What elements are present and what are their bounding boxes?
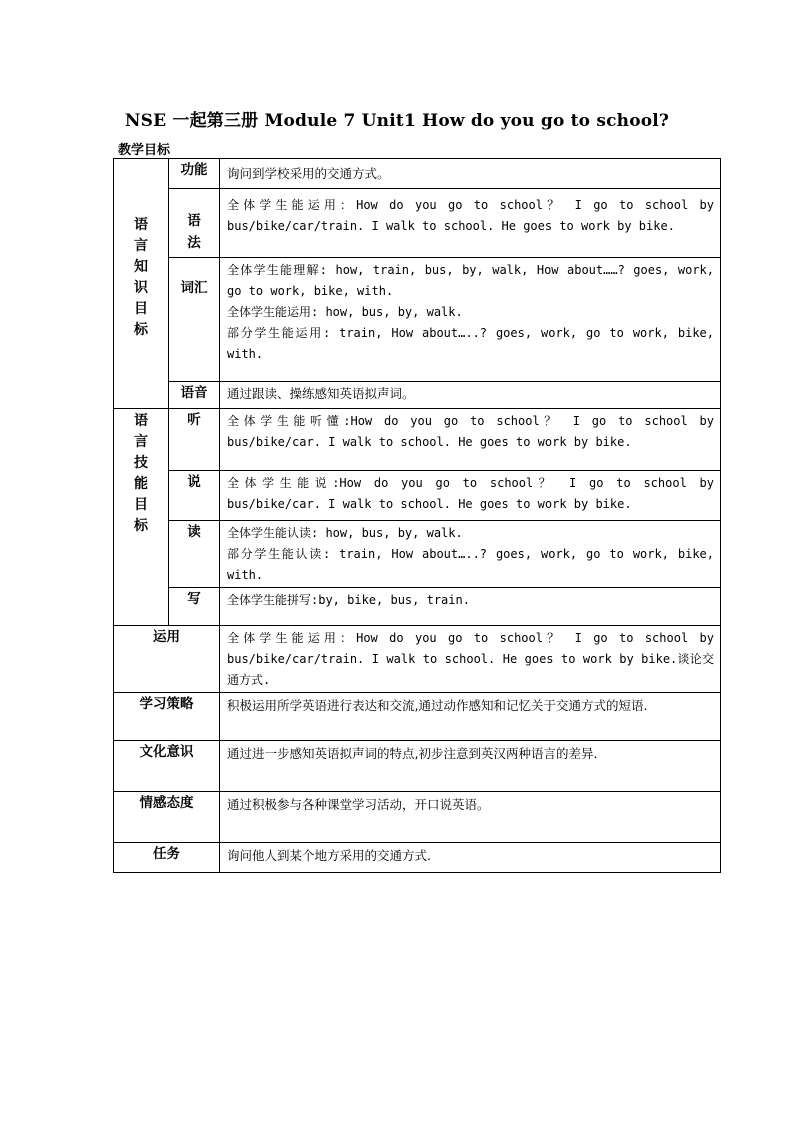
subcategory-label: 听 (169, 409, 220, 471)
content-cell: 全体学生能说:How do you go to school？ I go to school by bus/bike/car. I walk to school. He goes to work by bike. (220, 471, 721, 521)
subcategory-label: 词汇 (169, 258, 220, 382)
content-cell: 通过进一步感知英语拟声词的特点,初步注意到英汉两种语言的差异. (220, 741, 721, 792)
content-cell: 询问他人到某个地方采用的交通方式. (220, 843, 721, 873)
category-cell (114, 159, 169, 409)
table-row (114, 159, 721, 189)
content-line: 部分学生能认读: train, How about…..? goes, work, go to work, bike, with. (227, 547, 714, 582)
row-label: 学习策略 (114, 693, 220, 741)
section-heading: 教学目标 (118, 143, 171, 158)
table-row (114, 588, 721, 626)
table-row (114, 843, 721, 873)
row-label: 情感态度 (114, 792, 220, 843)
table-row (114, 382, 721, 409)
table-row (114, 471, 721, 521)
category-label: 语言技能目标 (134, 413, 148, 534)
table-row (114, 521, 721, 588)
content-line: 全体学生能运用: how, bus, by, walk. (227, 305, 463, 319)
content-line: 全体学生能认读: how, bus, by, walk. (227, 526, 463, 540)
content-cell: 全体学生能拼写:by, bike, bus, train. (220, 588, 721, 626)
content-line: 部分学生能运用: train, How about…..? goes, work, go to work, bike, with. (227, 326, 714, 361)
table-row (114, 189, 721, 258)
subcategory-label: 语音 (169, 382, 220, 409)
category-label: 语言知识目标 (134, 217, 148, 338)
content-cell: 通过跟读、操练感知英语拟声词。 (220, 382, 721, 409)
subcategory-cell (169, 189, 220, 258)
category-cell (114, 409, 169, 626)
table-row (114, 258, 721, 382)
content-cell: 全体学生能听懂:How do you go to school？ I go to school by bus/bike/car. I walk to school. He goes to work by bike. (220, 409, 721, 471)
subcategory-label: 功能 (169, 159, 220, 189)
content-line: 全体学生能理解: how, train, bus, by, walk, How about……? goes, work, go to work, bike, with. (227, 263, 714, 298)
row-label: 任务 (114, 843, 220, 873)
subcategory-label: 写 (169, 588, 220, 626)
table-row (114, 409, 721, 471)
content-cell (220, 521, 721, 588)
content-cell (220, 258, 721, 382)
table-row (114, 741, 721, 792)
table-row (114, 626, 721, 693)
content-cell: 积极运用所学英语进行表达和交流,通过动作感知和记忆关于交通方式的短语. (220, 693, 721, 741)
objectives-table (113, 158, 721, 873)
table-row (114, 792, 721, 843)
row-label: 文化意识 (114, 741, 220, 792)
table-row (114, 693, 721, 741)
subcategory-label: 说 (169, 471, 220, 521)
subcategory-label: 语法 (187, 213, 201, 251)
content-cell: 询问到学校采用的交通方式。 (220, 159, 721, 189)
page-title: NSE 一起第三册 Module 7 Unit1 How do you go to school? (124, 111, 670, 131)
content-cell: 全体学生能运用：How do you go to school？ I go to school by bus/bike/car/train. I walk to school. He goes to work by bike. (220, 189, 721, 258)
content-cell: 全体学生能运用：How do you go to school？ I go to school by bus/bike/car/train. I walk to school. He goes to work by bike.谈论交通方式. (220, 626, 721, 693)
subcategory-label: 读 (169, 521, 220, 588)
row-label: 运用 (114, 626, 220, 693)
content-cell: 通过积极参与各种课堂学习活动，开口说英语。 (220, 792, 721, 843)
